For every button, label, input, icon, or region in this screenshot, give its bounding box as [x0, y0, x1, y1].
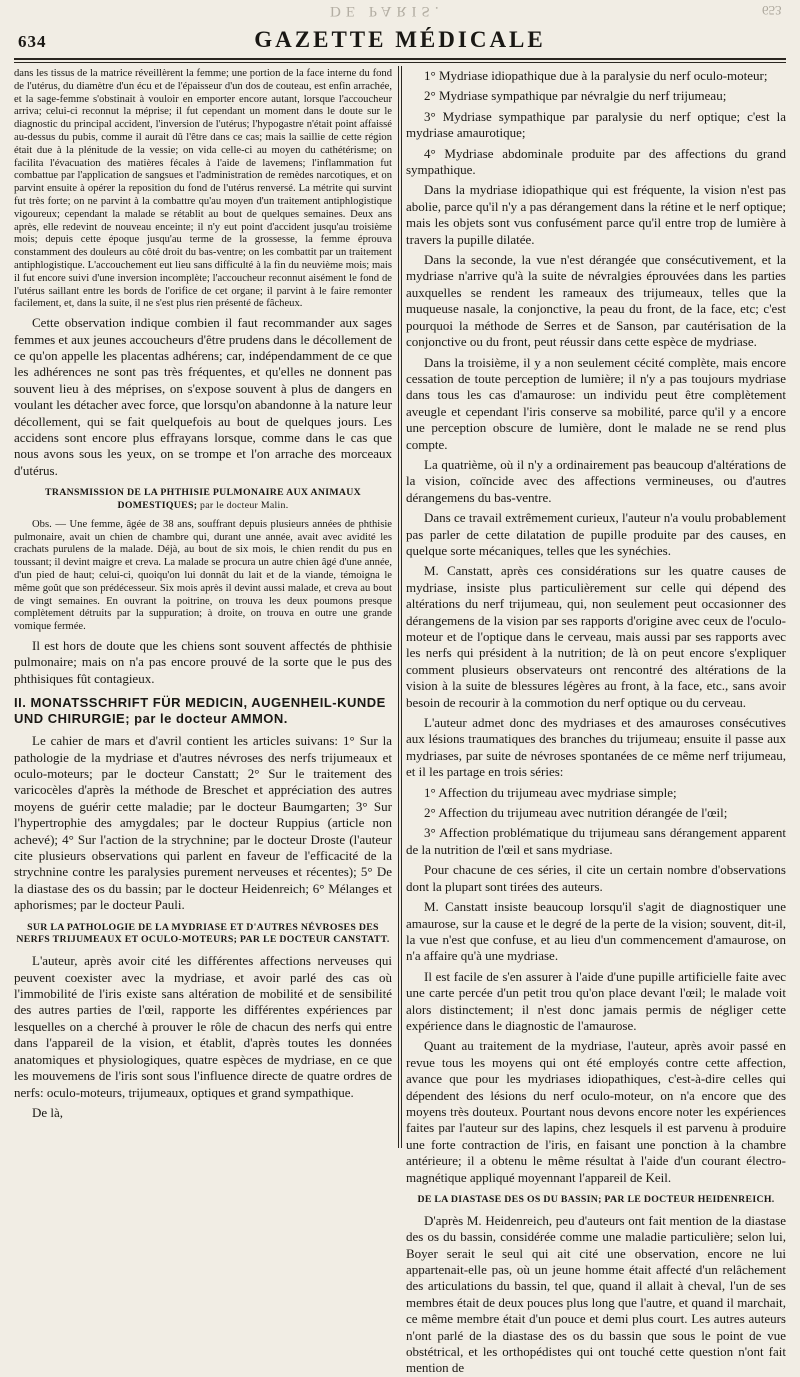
section-heading-phthisie — [14, 487, 392, 513]
list-item: 4° Mydriase abdominale produite par des affections du grand sympathique. — [406, 145, 786, 178]
right-column — [406, 68, 786, 1376]
list-item: 1° Mydriase idiopathique due à la paralysie du nerf oculo-moteur; — [424, 68, 768, 83]
series-list — [406, 785, 786, 859]
paragraph-observation-remark: Cette observation indique combien il faut recommander aux sages femmes et aux jeunes accoucheurs d'être prudens dans le décollement de ce qu'on appelle les placentas adhérens; car, indépendamment de ce que les adhérences ne sont pas très fréquentes, et qu'elles ne donnent pas souvent lieu à des méprises, on s'expose souvent à plus de dangers en voulant les détacher avec force, que lorsqu'on abandonne à la nature leur décollement, qui se fait quelquefois au bout de quelques jours. Les accidens sont encore plus effrayans lorsque, comme dans le cas que nous avons sous les yeux, on se trompe et l'on arrache des morceaux d'utérus. — [14, 315, 392, 478]
column-divider — [398, 66, 399, 1148]
section-heading-monatsschrift: II. MONATSSCHRIFT FÜR MEDICIN, AUGENHEIL-KUNDE UND CHIRURGIE; par le docteur AMMON. — [14, 695, 386, 727]
paragraph-contents-list: Le cahier de mars et d'avril contient les articles suivans: 1° Sur la pathologie de la mydriase et d'autres névroses des nerfs trijumeaux et oculo-moteurs; par le docteur Canstatt; 2° Sur le traitement des varicocèles d'après la méthode de Breschet et appréciation des autres moyens de guérir cette maladie; par le docteur Baumgarten; 3° Sur l'hypertrophie des amygdales; par le docteur Ruppius (article non achevé); 4° Sur l'action de la strychnine; par le docteur Droste (l'auteur cite plusieurs observations qui parlent en faveur de l'efficacité de la strychnine contre les paralysies purement nerveuses et récentes); 5° De la diastase des os du bassin; par le docteur Heidenreich; 6° Mélanges et aphorismes; par le docteur Pauli. — [14, 733, 392, 913]
list-item: 2° Affection du trijumeau avec nutrition dérangée de l'œil; — [424, 805, 728, 821]
journal-title: GAZETTE MÉDICALE — [254, 27, 546, 52]
list-item: 3° Mydriase sympathique par paralysie du nerf optique; c'est la mydriase amaurotique; — [406, 108, 786, 141]
paragraph-idiopathique: Dans la mydriase idiopathique qui est fréquente, la vision n'est pas abolie, parce qu'il n'y a pas dérangement dans la rétine et le nerf optique; mais les objets sont vus confusément parce qu'il entre trop de lumière à travers la pupille dilatée. — [406, 182, 786, 247]
paragraph-quatrieme: La quatrième, où il n'y a ordinairement pas beaucoup d'altérations de la vision, coïncide avec des affections vermineuses, ou d'autres dérangemens du bas-ventre. — [406, 456, 786, 505]
paragraph-observations: Pour chacune de ces séries, il cite un certain nombre d'observations dont la plupart sont tirées des auteurs. — [406, 862, 786, 894]
paragraph-seconde: Dans la seconde, la vue n'est dérangée que consécutivement, et la mydriase n'arrive qu'à la suite de névralgies éprouvées dans les parties auxquelles se rendent les rameaux des trijumeaux, telles que la muqueuse nasale, la conjonctive, la peau du front, de la face, etc; c'est pourquoi la méthode de Serres et de Sanson, par cautérisation de la conjonctive ou du front, peut réussir dans cette espèce de mydriase. — [406, 252, 786, 350]
paragraph-canstatt-trijumeau: M. Canstatt, après ces considérations sur les quatre causes de mydriase, insiste plus particulièrement sur celle qui dépend des altérations du nerf trijumeau, qui, non seulement peut occasionner des dérangemens de la vision par ses rapports d'origine avec ceux de l'oculo-moteur et de l'optique dans le cerveau, mais aussi par ses rapports avec les nerfs qui président à la nutrition; de là on peut encore s'expliquer comment plusieurs observateurs ont rencontré des altérations de la vision à la suite de blessures légères au front, à la face, etc., sans avoir besoin de recourir à la commotion du nerf optique ou du cerveau. — [406, 563, 786, 710]
list-item: 3° Affection problématique du trijumeau sans dérangement apparent de la nutrition de l'œil et sans mydriase. — [406, 825, 786, 857]
left-column — [14, 68, 392, 1148]
page-number: 634 — [18, 32, 47, 51]
paragraph-series-intro: L'auteur admet donc des mydriases et des amauroses consécutives aux lésions traumatiques des branches du trijumeau; ensuite il passe aux mydriases, par suite de névroses spontanées de ce même nerf trijumeau, et il les partage en trois séries: — [406, 715, 786, 780]
column-divider-thin — [401, 66, 402, 1148]
section-title-phthisie: TRANSMISSION DE LA PHTHISIE PULMONAIRE AUX ANIMAUX DOMESTIQUES; — [44, 487, 362, 511]
section-heading-mydriase: SUR LA PATHOLOGIE DE LA MYDRIASE ET D'AUTRES NÉVROSES DES NERFS TRIJUMEAUX ET OCULO-MOTEURS; PAR LE DOCTEUR CANSTATT. — [16, 921, 390, 946]
mydriase-types-list — [406, 68, 786, 178]
header-rule-thin — [14, 62, 786, 63]
paragraph-traitement: Quant au traitement de la mydriase, l'auteur, après avoir passé en revue tous les moyens qui ont été employés contre cette affection, avance que pour les mydriases idiopathiques, c'est-à-dire celles qui dépendent des lésions du nerf oculo-moteur, on n'a encore que des moyens très douteux. Pourtant nous devons encore noter les expériences faites par l'auteur sur des lapins, chez lesquels il est parvenu à produire une forte contraction de l'iris, en faisant une ponction à la chambre antérieure; il a obtenu le même résultat à l'aide d'un courant électro-magnétique appliqué moyennant l'appareil de Keil. — [406, 1038, 786, 1185]
bleed-through-page-number: 653 — [762, 3, 782, 18]
paragraph-observation-dog: Obs. — Une femme, âgée de 38 ans, souffrant depuis plusieurs années de phthisie pulmonaire, avait un chien de chambre qui, durant une année, avait avec avidité les crachats purulens de la malade. Déjà, au bout de six mois, le chien rendit du pus en toussant; il devint maigre et creva. La malade se procura un autre chien âgé d'une année, d'un pied de haut; celui-ci, quoiqu'on lui donnât du lait et de la viande, témoigna le même goût que son prédécesseur. Six mois après il devint aussi malade, et creva au bout de vingt semaines. En ouvrant la poitrine, on trouva les deux poumons presque complètement détruits par la suppuration; à droite, on trouva en outre une grande vomique fermée. — [14, 518, 392, 633]
paragraph-mydriase-intro: L'auteur, après avoir cité les différentes affections nerveuses qui peuvent coexister avec la mydriase, et avoir parlé des cas où l'immobilité de l'iris existe sans altération de mobilité et de sensibilité des autres parties de l'œil, rapporte les différentes expériences par lesquelles on a cherché à prouver le rôle de chacun des nerfs qui entre dans l'appareil de la vision, et établit, d'après toutes les données anatomiques et physiologiques, quatre espèces de mydriase, en ce que les mouvemens de l'iris sont sous l'influence directe de quatre ordres de nerfs: oculo-moteurs, trijumeaux, optiques et grand sympathique. — [14, 953, 392, 1100]
paragraph-case-continuation: dans les tissus de la matrice réveillèrent la femme; une portion de la face interne du fond de l'utérus, du diamètre d'un écu et de l'épaisseur d'un dos de couteau, est enfin arrachée, et la sage-femme s'obstinait à vouloir en emporter encore autant, lorsque l'accoucheur arriva; celui-ci reconnut la méprise; il fut cependant un moment dans le doute sur le diagnostic du principal accident, l'inversion de l'utérus; l'hypogastre n'était point affaissé au-dessus du pubis, comme il aurait dû l'être dans ce cas; mais la saillie de cette région était due à la plénitude de la vessie; on vida celle-ci au moyen du cathétérisme; on facilita l'évacuation des matières fécales à l'aide de lavemens; l'inflammation fut combattue par l'application de sangsues et l'administration de remèdes narcotiques, et on parvint ensuite à opérer la reposition du fond de l'utérus renversé. La métrite qui survint fut très forte; on ne parvint à la combattre qu'au moyen d'un traitement antiphlogistique vigoureux; cependant la malade se rétablit au bout de quelques semaines. Deux ans après, elle redevint de nouveau enceinte; il n'y eut point d'accident jusqu'au troisième mois; depuis cette époque jusqu'au terme de la grossesse, la femme éprouva constamment des douleurs au côté droit du bas-ventre; on les combattit par un traitement antiphlogistique. L'accouchement eut lieu sans difficulté à la fin du neuvième mois; mais il fut encore suivi d'une inversion incomplète; l'accoucheur reconnut aisément le fond de l'utérus saillant entre les bords de l'orifice de cet organe; il parvint à le faire remonter facilement, et, dans la suite, il ne s'est plus rien présenté de fâcheux. — [14, 68, 392, 310]
section-author-malin: par le docteur Malin. — [200, 500, 289, 511]
list-item: 1° Affection du trijumeau avec mydriase simple; — [424, 784, 677, 800]
paragraph-pupille-artificielle: Il est facile de s'en assurer à l'aide d'une pupille artificielle faite avec une carte percée d'un petit trou qu'on place devant l'œil; le malade voit alors distinctement; il n'est donc jamais permis de négliger cette expérience dans le diagnostic de l'amaurose. — [406, 968, 786, 1033]
paragraph-heidenreich: D'après M. Heidenreich, peu d'auteurs ont fait mention de la diastase des os du bassin, considérée comme une maladie particulière; selon lui, Boyer serait le seul qui ait cité une observation, encore ne lui appartenait-elle pas, où un jeune homme était affecté d'un relâchement des articulations du bassin, tel que, quand il allait à cheval, l'un de ses membres était de deux pouces plus long que l'autre, et quand il marchait, ce même membre était d'un pouce et demi plus court. Les autres auteurs n'ont parlé de la diastase des os du bassin que sous le point de vue obstétrical, et les orthopédistes qui ont touché cette question n'ont fait mention de — [406, 1212, 786, 1376]
paragraph-diagnostic: M. Canstatt insiste beaucoup lorsqu'il s'agit de diagnostiquer une amaurose, sur la cause et le degré de la perte de la vision; souvent, dit-il, la vue n'est que confuse, et au lieu d'un commencement d'amaurose, on n'a affaire qu'à une mydriase. — [406, 899, 786, 964]
paragraph-phthisie-conclusion: Il est hors de doute que les chiens sont souvent affectés de phthisie pulmonaire; mais on n'a pas encore prouvé de la sorte que le pus des phthisiques fût contagieux. — [14, 637, 392, 686]
paragraph-travail: Dans ce travail extrêmement curieux, l'auteur n'a voulu probablement pas parler de cette dilatation de pupille produite par des causes, en quelque sorte mécaniques, telles que les synéchies. — [406, 510, 786, 558]
paragraph-troisieme: Dans la troisième, il y a non seulement cécité complète, mais encore cessation de toute perception de lumière; il n'y a pas toujours mydriase dans tous les cas d'amaurose: un individu peut être complètement aveugle et cependant l'iris conserve sa mobilité, parce qu'il y a encore une perception obscure de lumière, dont le malade ne se rend plus compte. — [406, 354, 786, 452]
header-rule — [14, 58, 786, 60]
paragraph-de-la: De là, — [32, 1104, 64, 1120]
page-header — [14, 18, 786, 56]
section-heading-diastase: DE LA DIASTASE DES OS DU BASSIN; PAR LE DOCTEUR HEIDENREICH. — [417, 1194, 775, 1205]
bleed-through-title: DE PARIS. — [330, 3, 444, 19]
list-item: 2° Mydriase sympathique par névralgie du nerf trijumeau; — [424, 88, 727, 104]
